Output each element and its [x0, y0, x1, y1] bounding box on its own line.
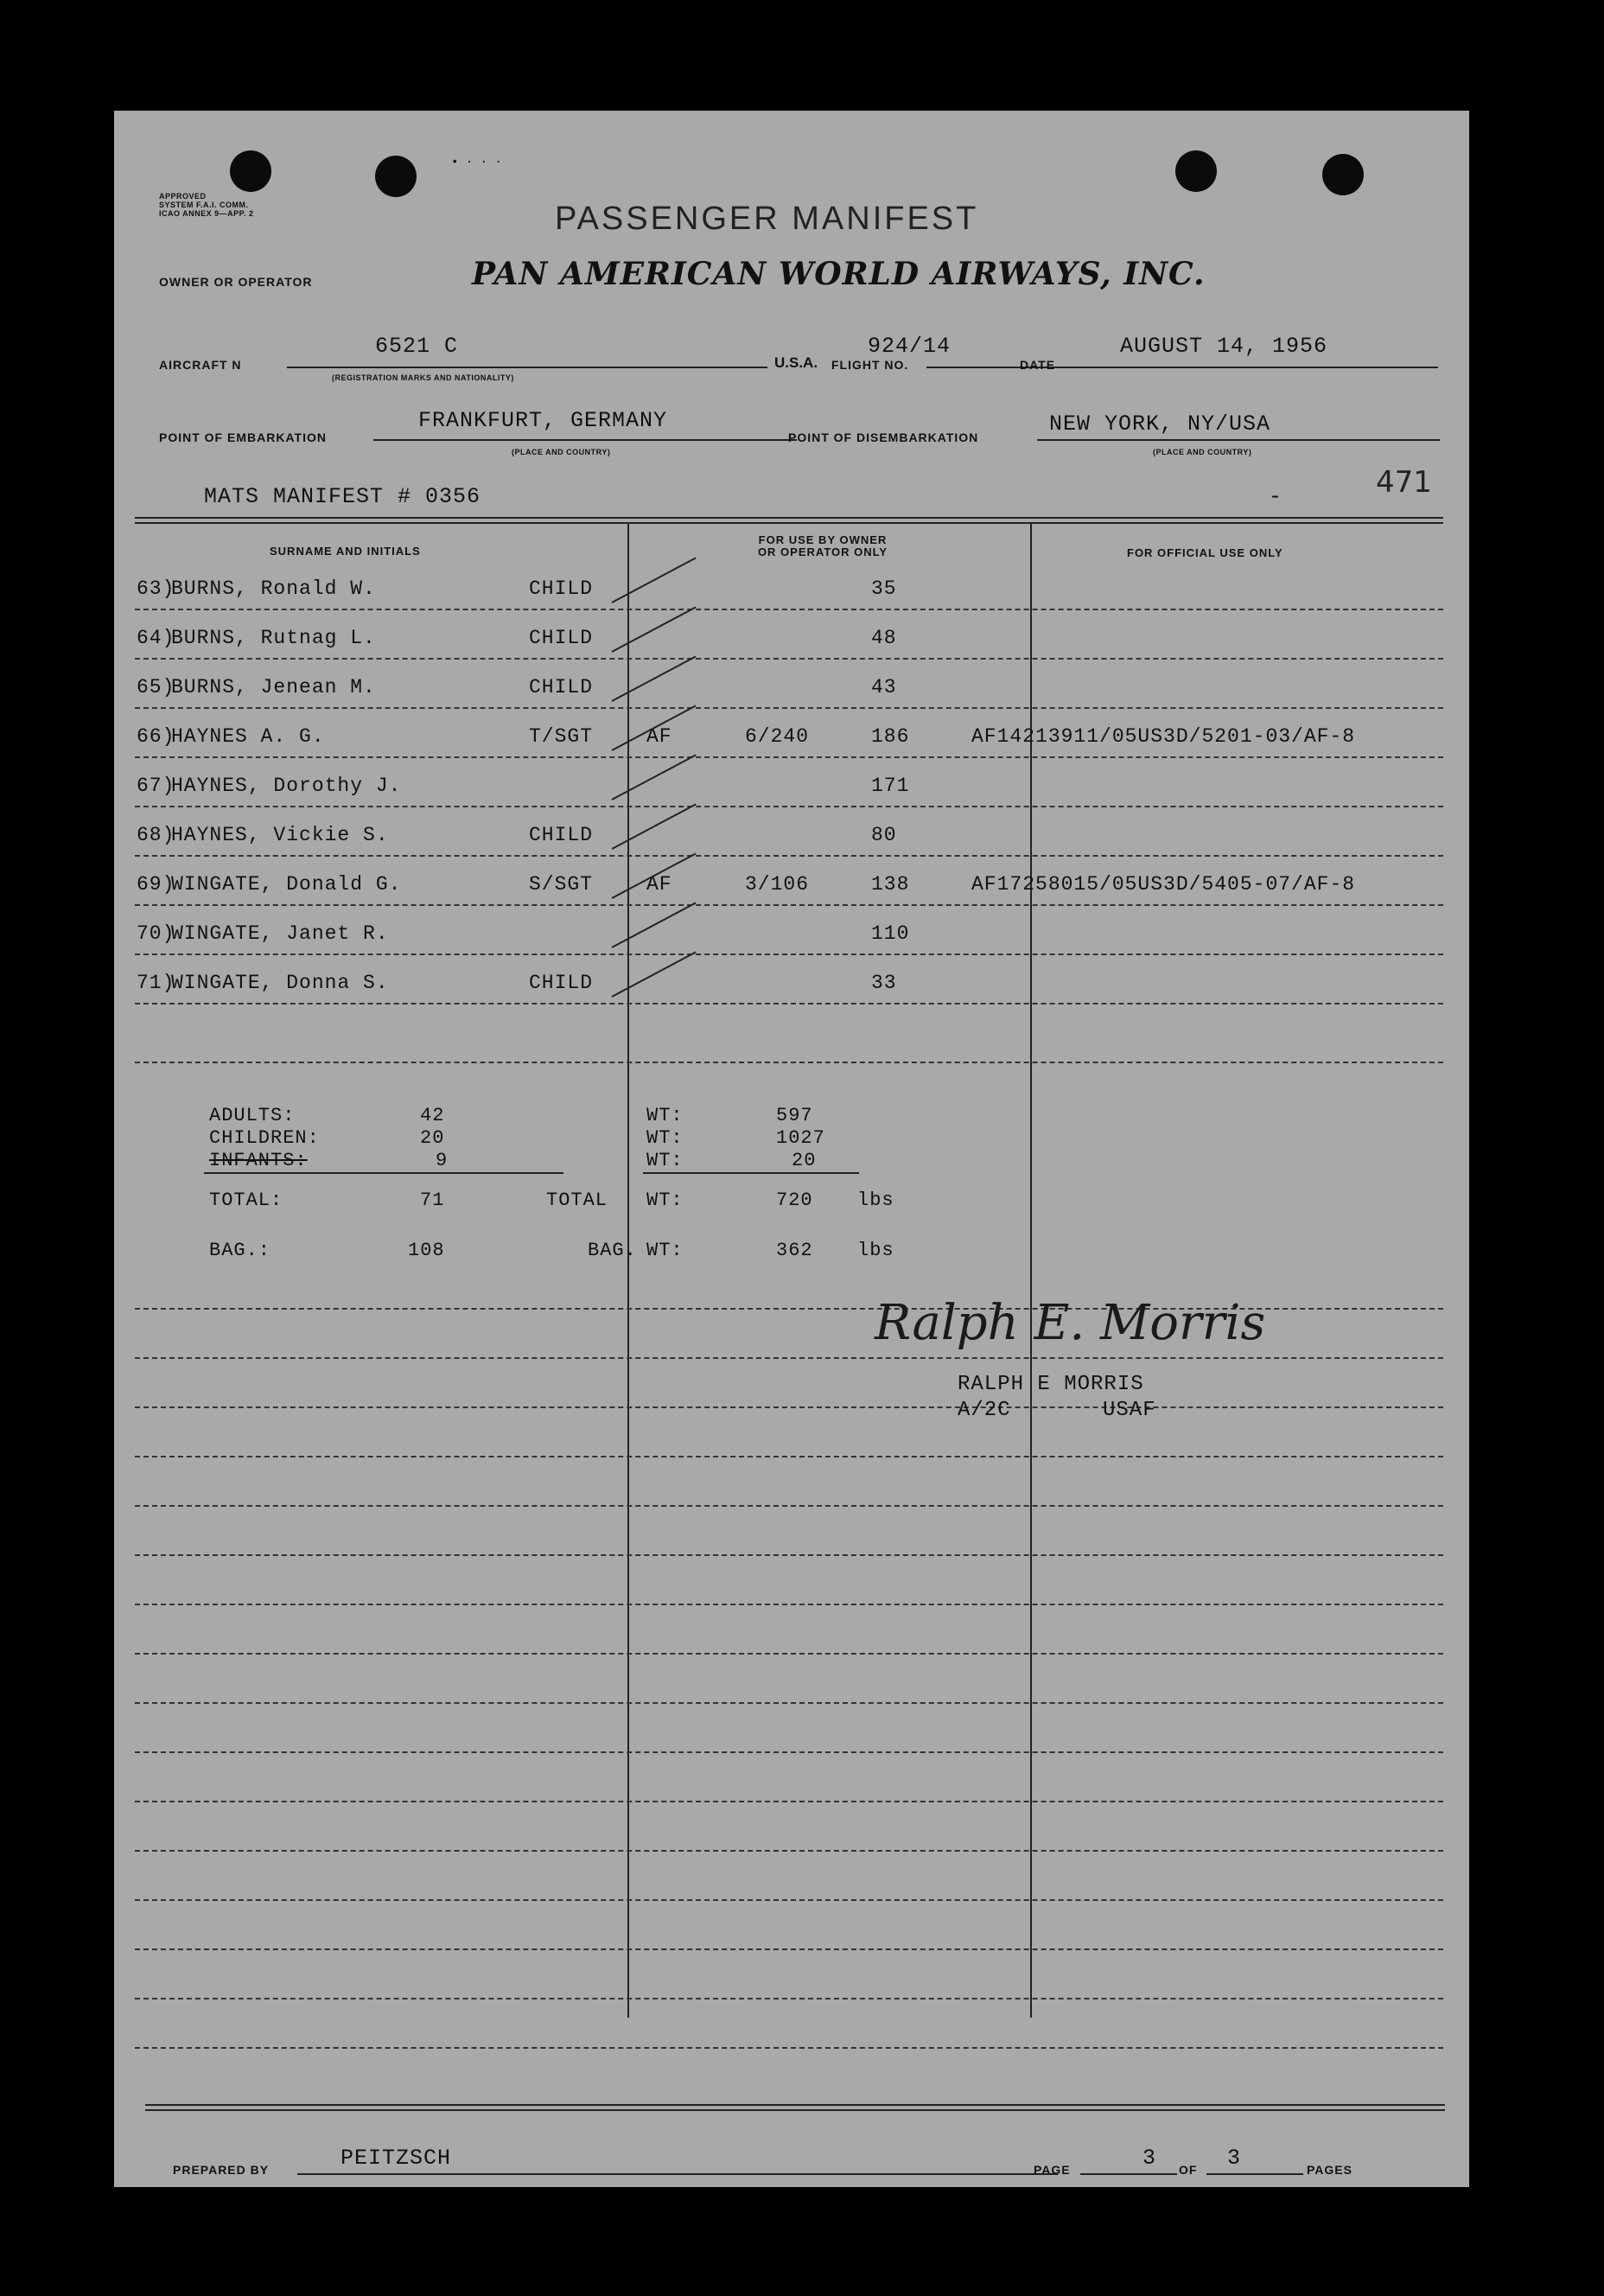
check-mark: [612, 557, 697, 603]
bag-wt-label: WT:: [646, 1240, 684, 1261]
embarkation-sublabel: (PLACE AND COUNTRY): [512, 448, 611, 456]
date-value: AUGUST 14, 1956: [1120, 334, 1328, 359]
signature-rank: A/2C: [958, 1399, 1011, 1422]
passenger-weight: 80: [871, 824, 897, 846]
children-count: 20: [420, 1127, 445, 1149]
of-value: 3: [1227, 2146, 1242, 2171]
infants-wt-label: WT:: [646, 1150, 684, 1171]
dash-mark: -: [1269, 484, 1283, 509]
punch-hole: [1175, 150, 1217, 192]
infants-wt: 20: [792, 1150, 817, 1171]
check-mark: [612, 754, 697, 800]
handwritten-page-number: 471: [1376, 465, 1432, 500]
check-mark: [612, 606, 697, 652]
total-unit: lbs: [857, 1189, 894, 1211]
bag-count: 108: [408, 1240, 445, 1261]
disembarkation-label: POINT OF DISEMBARKATION: [788, 430, 979, 444]
adults-wt-label: WT:: [646, 1105, 684, 1126]
passenger-weight: 186: [871, 725, 910, 748]
passenger-code: 6/240: [745, 725, 810, 748]
total-count: 71: [420, 1189, 445, 1211]
passenger-branch: AF: [646, 725, 672, 748]
passenger-weight: 138: [871, 873, 910, 896]
embarkation-label: POINT OF EMBARKATION: [159, 430, 327, 444]
passenger-status: CHILD: [529, 577, 594, 600]
embarkation-value: FRANKFURT, GERMANY: [418, 408, 668, 433]
aircraft-sublabel: (REGISTRATION MARKS AND NATIONALITY): [332, 373, 514, 382]
check-mark: [612, 902, 697, 947]
passenger-status: CHILD: [529, 824, 594, 846]
prepared-by: PEITZSCH: [341, 2146, 452, 2171]
passenger-status: CHILD: [529, 676, 594, 698]
page-label: PAGE: [1034, 2163, 1071, 2177]
passenger-name: BURNS, Jenean M.: [171, 676, 376, 698]
surname-header: SURNAME AND INITIALS: [270, 545, 421, 558]
signature-script: Ralph E. Morris: [875, 1295, 1266, 1351]
passenger-name: BURNS, Ronald W.: [171, 577, 376, 600]
prepared-label: PREPARED BY: [173, 2163, 270, 2177]
operator-name: PAN AMERICAN WORLD AIRWAYS, INC.: [472, 256, 1206, 292]
passenger-name: BURNS, Rutnag L.: [171, 627, 376, 649]
passenger-number: 71): [137, 972, 175, 994]
mats-manifest: MATS MANIFEST # 0356: [204, 484, 481, 509]
disembarkation-sublabel: (PLACE AND COUNTRY): [1153, 448, 1252, 456]
passenger-weight: 33: [871, 972, 897, 994]
passenger-number: 69): [137, 873, 175, 896]
passenger-weight: 43: [871, 676, 897, 698]
country-label: U.S.A.: [774, 354, 818, 371]
owner-use-header: FOR USE BY OWNER OR OPERATOR ONLY: [757, 533, 888, 558]
official-use-entry: AF17258015/05US3D/5405-07/AF-8: [971, 873, 1356, 896]
form-title: PASSENGER MANIFEST: [555, 201, 979, 237]
children-wt-label: WT:: [646, 1127, 684, 1149]
total-wt-label: WT:: [646, 1189, 684, 1211]
disembarkation-value: NEW YORK, NY/USA: [1049, 411, 1271, 437]
date-label: DATE: [1020, 358, 1056, 372]
check-mark: [612, 803, 697, 849]
pages-label: PAGES: [1307, 2163, 1353, 2177]
passenger-number: 63): [137, 577, 175, 600]
adults-label: ADULTS:: [209, 1105, 296, 1126]
punch-hole: [230, 150, 271, 192]
passenger-branch: AF: [646, 873, 672, 896]
bag-mid-label: BAG.: [588, 1240, 637, 1261]
passenger-status: S/SGT: [529, 873, 594, 896]
official-use-header: FOR OFFICIAL USE ONLY: [1127, 546, 1283, 559]
passenger-weight: 110: [871, 922, 910, 945]
children-wt: 1027: [776, 1127, 825, 1149]
official-use-entry: AF14213911/05US3D/5201-03/AF-8: [971, 725, 1356, 748]
infants-count: 9: [436, 1150, 449, 1171]
signature-name: RALPH E MORRIS: [958, 1373, 1144, 1396]
passenger-name: HAYNES, Vickie S.: [171, 824, 389, 846]
flight-label: FLIGHT NO.: [831, 358, 909, 372]
passenger-number: 64): [137, 627, 175, 649]
passenger-status: CHILD: [529, 627, 594, 649]
check-mark: [612, 951, 697, 997]
passenger-name: WINGATE, Donna S.: [171, 972, 389, 994]
passenger-number: 65): [137, 676, 175, 698]
manifest-sheet: [114, 111, 1469, 2187]
passenger-weight: 171: [871, 775, 910, 797]
bag-unit: lbs: [857, 1240, 894, 1261]
of-label: OF: [1179, 2163, 1198, 2177]
adults-wt: 597: [776, 1105, 813, 1126]
total-wt: 720: [776, 1189, 813, 1211]
infants-label: INFANTS:: [209, 1150, 308, 1171]
passenger-number: 66): [137, 725, 175, 748]
total-mid-label: TOTAL: [546, 1189, 608, 1211]
passenger-code: 3/106: [745, 873, 810, 896]
passenger-name: HAYNES A. G.: [171, 725, 325, 748]
passenger-name: WINGATE, Janet R.: [171, 922, 389, 945]
passenger-number: 67): [137, 775, 175, 797]
total-label: TOTAL:: [209, 1189, 283, 1211]
passenger-status: CHILD: [529, 972, 594, 994]
passenger-name: WINGATE, Donald G.: [171, 873, 402, 896]
check-mark: [612, 655, 697, 701]
passenger-weight: 35: [871, 577, 897, 600]
bag-wt: 362: [776, 1240, 813, 1261]
punch-hole: [375, 156, 417, 197]
bag-label: BAG.:: [209, 1240, 271, 1261]
passenger-number: 70): [137, 922, 175, 945]
passenger-name: HAYNES, Dorothy J.: [171, 775, 402, 797]
passenger-weight: 48: [871, 627, 897, 649]
punch-hole: [1322, 154, 1364, 195]
passenger-number: 68): [137, 824, 175, 846]
flight-value: 924/14: [868, 334, 952, 359]
passenger-status: T/SGT: [529, 725, 594, 748]
signature-branch: USAF: [1103, 1399, 1156, 1422]
page-value: 3: [1143, 2146, 1157, 2171]
adults-count: 42: [420, 1105, 445, 1126]
approval-stamp: APPROVED SYSTEM F.A.I. COMM. ICAO ANNEX 9—APP. 2: [159, 192, 254, 218]
owner-label: OWNER OR OPERATOR: [159, 275, 313, 289]
aircraft-value: 6521 C: [375, 334, 459, 359]
aircraft-label: AIRCRAFT N: [159, 358, 242, 372]
children-label: CHILDREN:: [209, 1127, 320, 1149]
hole-dots: • · · ·: [451, 156, 502, 169]
